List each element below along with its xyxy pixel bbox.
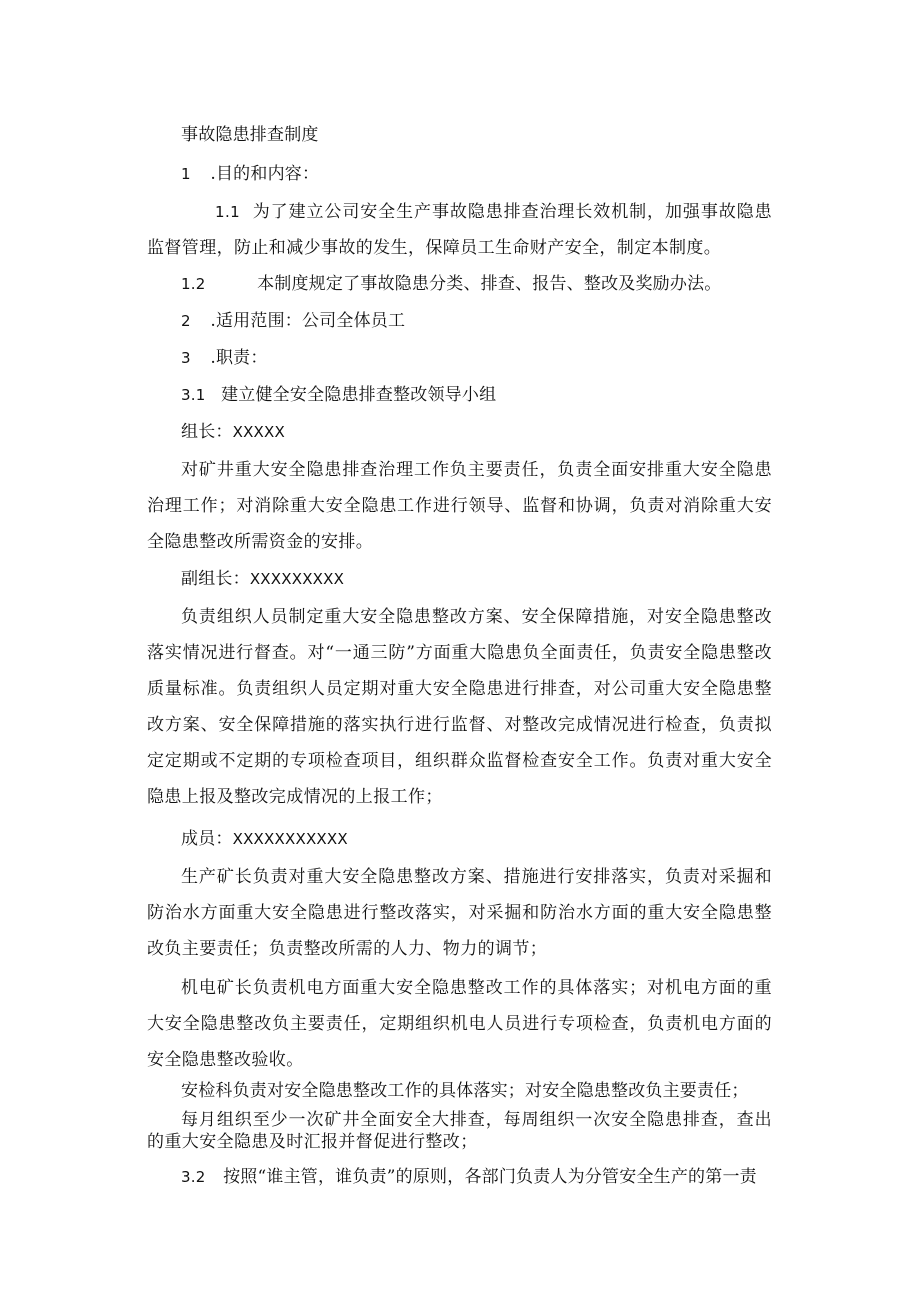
member-line — [181, 829, 348, 849]
section-text: 按照“谁主管，谁负责”的原则，各部门负责人为分管安全生产的第一责 — [223, 1167, 757, 1187]
section-number: 2 — [181, 312, 191, 330]
leader-line — [181, 422, 285, 442]
leader-duty-paragraph: 对矿井重大安全隐患排查治理工作负主要责任，负责全面安排重大安全隐患治理工作；对消除重大安全隐患工作进行领导、监督和协调，负责对消除重大安全隐患整改所需资金的安排。 — [147, 460, 772, 552]
section-2-heading — [181, 311, 405, 331]
section-text: 本制度规定了事故隐患分类、排查、报告、整改及奖励办法。 — [257, 274, 722, 294]
mechanical-duty-paragraph: 机电矿长负责机电方面重大安全隐患整改工作的具体落实；对机电方面的重大安全隐患整改负主要责任，定期组织机电人员进行专项检查，负责机电方面的安全隐患整改验收。 — [147, 978, 772, 1070]
section-text: 建立健全安全隐患排查整改领导小组 — [221, 385, 497, 405]
member-label: 成员： — [181, 829, 233, 849]
production-duty-paragraph: 生产矿长负责对重大安全隐患整改方案、措施进行安排落实，负责对采掘和防治水方面重大安全隐患进行整改落实，对采掘和防治水方面的重大安全隐患整改负主要责任；负责整改所需的人力、物力的调节； — [147, 867, 772, 959]
section-text: .适用范围：公司全体员工 — [210, 311, 406, 331]
section-1-2-paragraph — [181, 274, 721, 294]
section-text: 为了建立公司安全生产事故隐患排查治理长效机制，加强事故隐患监督管理，防止和减少事故的发生，保障员工生命财产安全，制定本制度。 — [147, 202, 772, 258]
deputy-name: XXXXXXXXX — [249, 570, 345, 588]
deputy-duty-paragraph: 负责组织人员制定重大安全隐患整改方案、安全保障措施，对安全隐患整改落实情况进行督查。对“一通三防”方面重大隐患负全面责任，负责安全隐患整改质量标准。负责组织人员定期对重大安全隐患进行排查，对公司重大安全隐患整改方案、安全保障措施的落实执行进行监督、对整改完成情况进行检查，负责拟定定期或不定期的专项检查项目，组织群众监督检查安全工作。负责对重大安全隐患上报及整改完成情况的上报工作； — [147, 607, 772, 807]
section-number: 1.1 — [215, 203, 241, 221]
leader-name: XXXXX — [232, 423, 285, 441]
section-number: 3 — [181, 349, 191, 367]
leader-label: 组长： — [181, 422, 233, 442]
section-1-1-paragraph — [147, 194, 772, 266]
section-number: 1 — [181, 165, 191, 183]
document-title: 事故隐患排查制度 — [181, 125, 319, 145]
deputy-line — [181, 569, 344, 589]
section-3-1-heading — [181, 385, 496, 405]
member-name: XXXXXXXXXXX — [232, 830, 348, 848]
section-text: .职责： — [210, 348, 268, 368]
section-text: .目的和内容： — [210, 164, 320, 184]
section-number: 3.2 — [181, 1168, 206, 1186]
monthly-duty-paragraph: 每月组织至少一次矿井全面安全大排查，每周组织一次安全隐患排查，查出的重大安全隐患及时汇报并督促进行整改； — [147, 1110, 772, 1152]
section-number: 1.2 — [181, 275, 206, 293]
deputy-label: 副组长： — [181, 569, 250, 589]
safety-duty-line: 安检科负责对安全隐患整改工作的具体落实；对安全隐患整改负主要责任； — [181, 1081, 749, 1101]
section-3-heading — [181, 348, 268, 368]
section-1-heading — [181, 164, 319, 184]
section-3-2-paragraph — [181, 1167, 757, 1187]
section-number: 3.1 — [181, 386, 206, 404]
